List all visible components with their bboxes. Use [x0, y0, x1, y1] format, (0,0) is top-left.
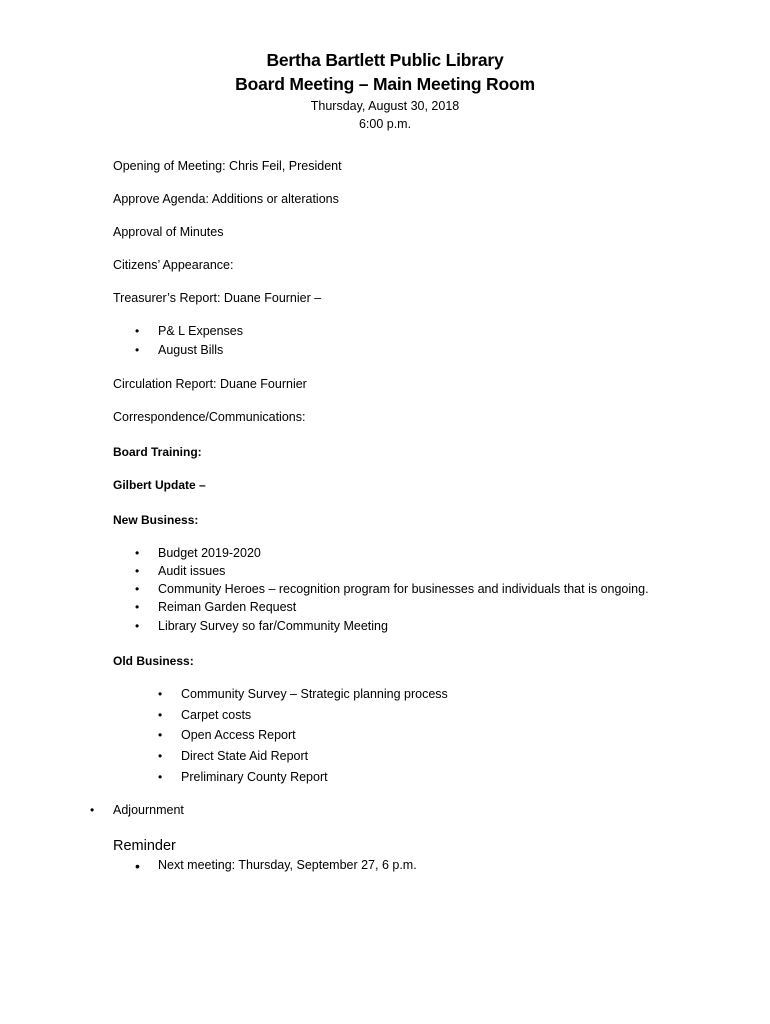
- bullet-icon: •: [135, 343, 140, 357]
- approval-minutes-item: Approval of Minutes: [113, 225, 224, 239]
- opening-item: Opening of Meeting: Chris Feil, President: [113, 159, 342, 173]
- approve-agenda-item: Approve Agenda: Additions or alterations: [113, 192, 339, 206]
- bullet-icon: •: [135, 324, 140, 338]
- correspondence-item: Correspondence/Communications:: [113, 410, 306, 424]
- bullet-icon: •: [90, 803, 95, 817]
- bullet-icon: •: [158, 687, 163, 701]
- bullet-icon: •: [135, 546, 140, 560]
- bullet-icon: •: [135, 619, 140, 633]
- meeting-date: Thursday, August 30, 2018: [310, 99, 460, 113]
- bullet-icon: •: [135, 858, 140, 874]
- new-business-heading: New Business:: [113, 513, 199, 527]
- bullet-icon: •: [158, 728, 163, 742]
- document-page: Bertha Bartlett Public Library Board Meeting – Main Meeting Room Thursday, August 30, 2018 6:00 p.m. Opening of Meeting: Chris Feil, President Approve Agenda: Additions or alterations Approval of Minutes Citizens’ Appearance: Treasurer’s Report: Duane Fournier – • P& L Expenses • August Bills Circulation Report: Duane Fournier Correspondence/Communications: Board Training: Gilbert Update – New Business: • Budget 2019-2020 • Audit issues • Community Heroes – recognition program for businesses and individuals that is ongoing. • Reiman Garden Request • Library Survey so far/Community Meeting Old Business: • Community Survey – Strategic planning process • Carpet costs • Open Access Report • Direct State Aid Report • Preliminary County Report • Adjournment Reminder • Next meeting: Thursday, September 27, 6 p.m.: [0, 0, 770, 1024]
- bullet-icon: •: [158, 708, 163, 722]
- meeting-title: Board Meeting – Main Meeting Room: [235, 74, 535, 94]
- board-training-heading: Board Training:: [113, 445, 202, 459]
- bullet-icon: •: [158, 749, 163, 763]
- library-name: Bertha Bartlett Public Library: [266, 50, 504, 70]
- old-business-heading: Old Business:: [113, 654, 194, 668]
- reminder-heading: Reminder: [113, 838, 176, 854]
- bullet-icon: •: [135, 582, 140, 596]
- bullet-icon: •: [135, 564, 140, 578]
- citizens-item: Citizens’ Appearance:: [113, 258, 234, 272]
- circulation-item: Circulation Report: Duane Fournier: [113, 377, 307, 391]
- treasurer-item: Treasurer’s Report: Duane Fournier –: [113, 291, 322, 305]
- bullet-icon: •: [135, 600, 140, 614]
- gilbert-heading: Gilbert Update –: [113, 478, 206, 492]
- meeting-time: 6:00 p.m.: [358, 117, 412, 131]
- bullet-icon: •: [158, 770, 163, 784]
